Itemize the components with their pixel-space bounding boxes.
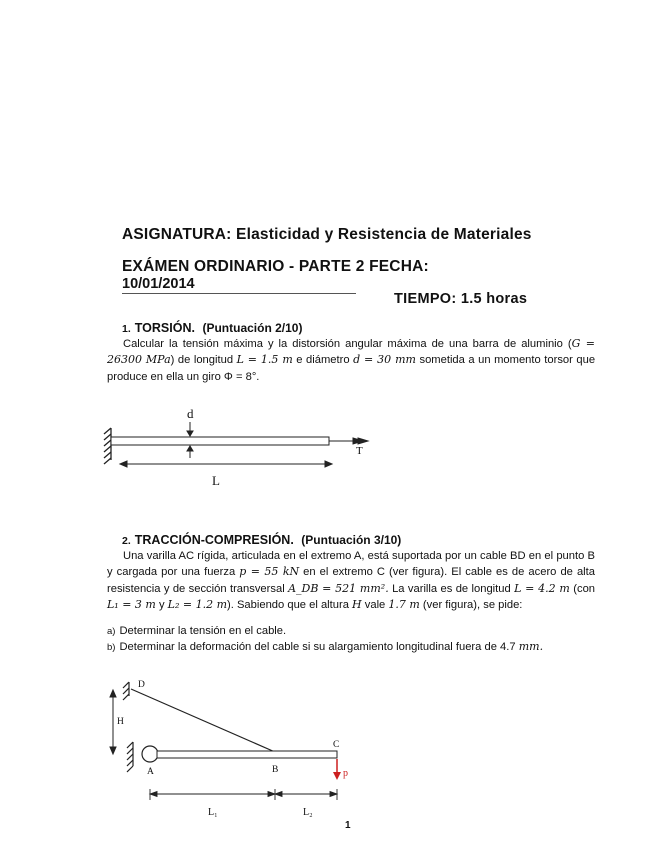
task-item: a) Determinar la tensión en el cable.	[107, 625, 287, 637]
problem2-number: 2.	[122, 535, 131, 547]
problem2-points: (Puntuación 3/10)	[301, 533, 402, 547]
point-d-label: D	[138, 680, 145, 690]
l2-label: L₂	[303, 807, 313, 818]
rigid-bar-ac	[157, 751, 337, 758]
problem2-title: TRACCIÓN-COMPRESIÓN.	[134, 533, 294, 547]
subject-title: ASIGNATURA: Elasticidad y Resistencia de Materiales	[122, 226, 532, 243]
point-a-label: A	[147, 767, 154, 777]
point-b-label: B	[272, 765, 279, 775]
load-arrow	[333, 759, 341, 780]
problem1-statement: Calcular la tensión máxima y la distorsión angular máxima de una barra de aluminio (G = 26300 MPa) de longitud L = 1.5 m e diámetro d = 30 mm sometida a un momento torsor que produce en ella un giro Φ = 8°.	[107, 337, 596, 383]
problem2-statement: Una varilla AC rígida, articulada en el extremo A, está suportada por un cable BD en el punto B y cargada por una fuerza p = 55 kN en el extremo C (ver figura). El cable es de acero de alta resistencia y de sección transversal A_DB = 521 mm². La varilla es de longitud L = 4.2 m (con L₁ = 3 m y L₂ = 1.2 m). Sabiendo que el altura H vale 1.7 m (ver figura), se pide:	[107, 550, 596, 611]
problem1-number: 1.	[122, 323, 131, 335]
header-rule	[122, 293, 356, 294]
exam-date: 10/01/2014	[122, 276, 195, 292]
torsion-bar	[111, 437, 329, 445]
problem1-title: TORSIÓN.	[134, 321, 195, 335]
load-label: p	[343, 768, 348, 779]
top-wall-support	[123, 682, 129, 700]
torque-arrow	[329, 438, 368, 444]
problem2-tasks	[107, 624, 602, 655]
torque-label: T	[356, 445, 363, 457]
wall-support	[104, 428, 111, 464]
torsion-figure	[100, 400, 390, 495]
page-number: 1	[345, 820, 351, 831]
length-dimension	[120, 461, 332, 467]
length-label: L	[212, 473, 220, 488]
diameter-label: d	[187, 406, 194, 421]
height-label: H	[117, 717, 124, 727]
span-dimensions	[150, 789, 337, 800]
height-dimension	[110, 690, 116, 754]
exam-title: EXÁMEN ORDINARIO - PARTE 2 FECHA:	[122, 258, 429, 275]
problem1-points: (Puntuación 2/10)	[202, 321, 303, 335]
task-item: b) Determinar la deformación del cable si su alargamiento longitudinal fuera de 4.7 mm.	[107, 640, 544, 653]
pin-joint	[142, 746, 158, 762]
cable-figure	[100, 672, 370, 820]
cable-bd	[131, 689, 275, 752]
pin-support	[127, 742, 133, 772]
problem2-heading	[122, 533, 401, 547]
problem1-heading	[122, 321, 302, 335]
point-c-label: C	[333, 740, 340, 750]
l1-label: L₁	[208, 807, 218, 818]
exam-time: TIEMPO: 1.5 horas	[394, 291, 528, 307]
